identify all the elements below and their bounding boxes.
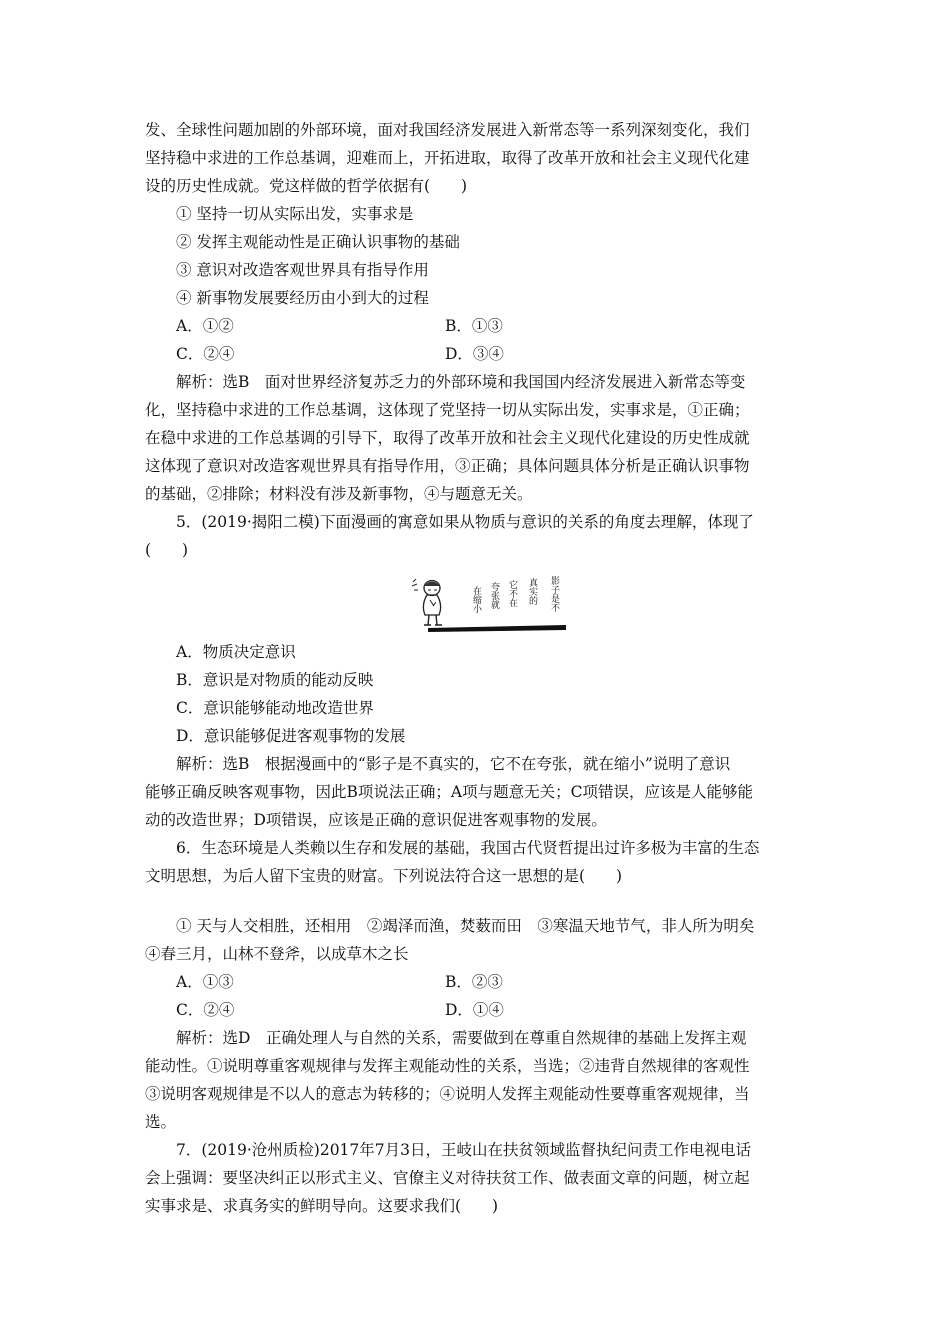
q6-analysis-line: 能动性。①说明尊重客观规律与发挥主观能动性的关系，当选；②违背自然规律的客观性 [145,1057,750,1075]
q4-stem-line: 设的历史性成就。党这样做的哲学依据有( ) [145,177,468,195]
q4-stem-line: 发、全球性问题加剧的外部环境，面对我国经济发展进入新常态等一系列深刻变化，我们 [145,121,750,139]
q5-option: B．意识是对物质的能动反映 [176,671,374,689]
q4-analysis-line: 化，坚持稳中求进的工作总基调，这体现了党坚持一切从实际出发，实事求是，①正确； [145,401,750,419]
q6-analysis-line: 选。 [145,1113,177,1131]
cartoon-caption: 夸张就 [489,582,499,609]
q5-stem-line: 5．(2019·揭阳二模)下面漫画的寓意如果从物质与意识的关系的角度去理解，体现了 [176,513,754,531]
q4-statement: ③ 意识对改造客观世界具有指导作用 [176,261,429,279]
q7-stem-line: 会上强调：要坚决纠正以形式主义、官僚主义对待扶贫工作、做表面文章的问题，树立起 [145,1169,750,1187]
cartoon-caption: 在缩小 [471,586,481,613]
q4-statement: ② 发挥主观能动性是正确认识事物的基础 [176,233,460,251]
q4-option-d: D．③④ [445,345,504,363]
cartoon-caption: 真实的 [527,578,537,605]
q4-option-b: B．①③ [445,317,503,335]
q4-statement: ① 坚持一切从实际出发，实事求是 [176,205,414,223]
q4-stem-line: 坚持稳中求进的工作总基调，迎难而上，开拓进取，取得了改革开放和社会主义现代化建 [145,149,750,167]
cartoon-caption: 影子是不 [549,576,559,612]
q6-option-d: D．①④ [445,1001,504,1019]
q4-analysis-line: 这体现了意识对改造客观世界具有指导作用，③正确；具体问题具体分析是正确认识事物 [145,457,750,475]
q4-statement: ④ 新事物发展要经历由小到大的过程 [176,289,429,307]
q4-analysis-line: 在稳中求进的工作总基调的引导下，取得了改革开放和社会主义现代化建设的历史性成就 [145,429,750,447]
q4-option-a: A．①② [176,317,234,335]
q6-option-b: B．②③ [445,973,503,991]
cartoon-drawing [408,572,584,636]
q4-analysis-line: 的基础，②排除；材料没有涉及新事物，④与题意无关。 [145,485,533,503]
cartoon-image [408,572,584,636]
q5-option: A．物质决定意识 [176,643,296,661]
q7-stem-line: 实事求是、求真务实的鲜明导向。这要求我们( ) [145,1197,499,1215]
q7-stem-line: 7．(2019·沧州质检)2017年7月3日，王岐山在扶贫领域监督执纪问责工作电视电话 [176,1141,752,1159]
q5-analysis-line: 能够正确反映客观事物，因此B项说法正确；A项与题意无关；C项错误，应该是人能够能 [145,783,753,801]
q6-option-a: A．①③ [176,973,234,991]
q6-option-c: C．②④ [176,1001,235,1019]
q5-analysis-line: 动的改造世界；D项错误，应该是正确的意识促进客观事物的发展。 [145,811,607,829]
q5-option: C．意识能够能动地改造世界 [176,699,374,717]
q4-analysis-line: 解析：选B 面对世界经济复苏乏力的外部环境和我国国内经济发展进入新常态等变 [176,373,746,391]
q6-analysis-line: ③说明客观规律是不以人的意志为转移的；④说明人发挥主观能动性要尊重客观规律，当 [145,1085,750,1103]
q6-stem-line: 6．生态环境是人类赖以生存和发展的基础，我国古代贤哲提出过许多极为丰富的生态 [176,839,760,857]
q5-stem-line: ( ) [145,541,189,559]
q4-option-c: C．②④ [176,345,235,363]
q5-option: D．意识能够促进客观事物的发展 [176,727,406,745]
q6-analysis-line: 解析：选D 正确处理人与自然的关系，需要做到在尊重自然规律的基础上发挥主观 [176,1029,747,1047]
q6-statement: ① 天与人交相胜，还相用 ②竭泽而渔，焚薮而田 ③寒温天地节气，非人所为明矣 [176,917,755,935]
q6-statement: ④春三月，山林不登斧，以成草木之长 [145,945,409,963]
q5-analysis-line: 解析：选B 根据漫画中的“影子是不真实的，它不在夸张，就在缩小”说明了意识 [176,755,731,773]
cartoon-caption: 它不在 [507,580,517,607]
q6-stem-line: 文明思想，为后人留下宝贵的财富。下列说法符合这一思想的是( ) [145,867,623,885]
